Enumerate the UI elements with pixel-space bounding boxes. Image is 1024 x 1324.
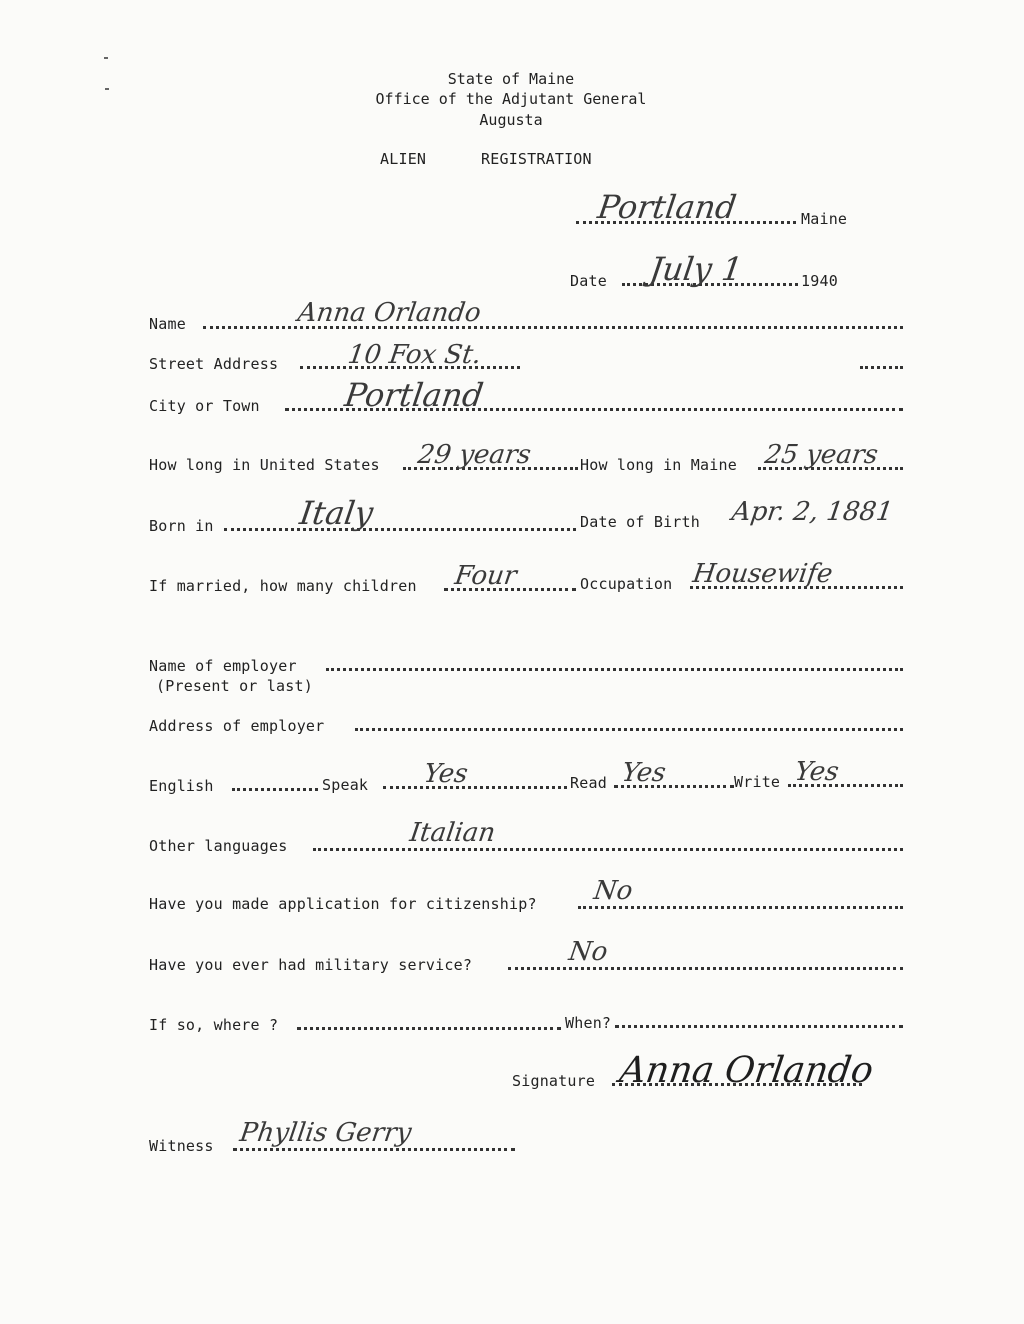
children-label: If married, how many children — [149, 577, 417, 595]
us-years-handwritten: 29 years — [415, 440, 533, 470]
where-label: If so, where ? — [149, 1016, 279, 1034]
signature-handwritten: Anna Orlando — [617, 1050, 876, 1091]
english-line — [232, 786, 318, 791]
when-line — [615, 1023, 903, 1028]
speak-label: Speak — [322, 776, 369, 794]
maine-years-handwritten: 25 years — [762, 440, 880, 470]
street-line-end — [860, 364, 903, 369]
scan-speck — [104, 57, 108, 59]
maine-years-label: How long in Maine — [580, 456, 737, 474]
military-label: Have you ever had military service? — [149, 956, 473, 974]
speak-handwritten: Yes — [421, 759, 470, 789]
form-title-registration: REGISTRATION — [481, 150, 592, 168]
speak-line — [383, 784, 567, 789]
employer-address-line — [355, 726, 903, 731]
date-handwritten: July 1 — [647, 250, 745, 288]
write-handwritten: Yes — [792, 757, 841, 787]
employer-line — [326, 666, 903, 671]
header-state: State of Maine — [447, 70, 575, 88]
date-year: 1940 — [801, 272, 838, 290]
name-label: Name — [149, 315, 186, 333]
born-line — [224, 526, 576, 531]
place-handwritten: Portland — [595, 188, 739, 226]
street-handwritten: 10 Fox St. — [345, 340, 484, 370]
write-label: Write — [734, 773, 781, 791]
header-city: Augusta — [479, 111, 543, 129]
place-state-label: Maine — [801, 210, 848, 228]
born-label: Born in — [149, 517, 214, 535]
when-label: When? — [565, 1014, 612, 1032]
occupation-handwritten: Housewife — [690, 559, 835, 589]
citizenship-label: Have you made application for citizenship? — [149, 895, 537, 913]
other-languages-handwritten: Italian — [407, 818, 498, 848]
employer-label: Name of employer — [149, 657, 297, 675]
english-label: English — [149, 777, 214, 795]
military-handwritten: No — [566, 937, 610, 967]
date-label: Date — [570, 272, 607, 290]
city-label: City or Town — [149, 397, 260, 415]
header-office: Office of the Adjutant General — [375, 90, 647, 108]
dob-label: Date of Birth — [580, 513, 700, 531]
signature-label: Signature — [512, 1072, 596, 1090]
name-handwritten: Anna Orlando — [295, 298, 483, 328]
read-handwritten: Yes — [619, 758, 668, 788]
citizenship-handwritten: No — [591, 876, 635, 906]
us-years-label: How long in United States — [149, 456, 380, 474]
street-label: Street Address — [149, 355, 279, 373]
other-languages-line — [313, 846, 903, 851]
occupation-label: Occupation — [580, 575, 673, 593]
employer-address-label: Address of employer — [149, 717, 325, 735]
dob-handwritten: Apr. 2, 1881 — [729, 497, 895, 527]
witness-handwritten: Phyllis Gerry — [237, 1118, 414, 1148]
form-title-alien: ALIEN — [380, 150, 427, 168]
children-handwritten: Four — [452, 561, 519, 591]
city-handwritten: Portland — [342, 376, 486, 414]
read-label: Read — [570, 774, 607, 792]
witness-label: Witness — [149, 1137, 214, 1155]
other-languages-label: Other languages — [149, 837, 288, 855]
born-handwritten: Italy — [297, 494, 376, 532]
employer-sublabel: (Present or last) — [156, 677, 313, 695]
where-line — [297, 1025, 561, 1030]
